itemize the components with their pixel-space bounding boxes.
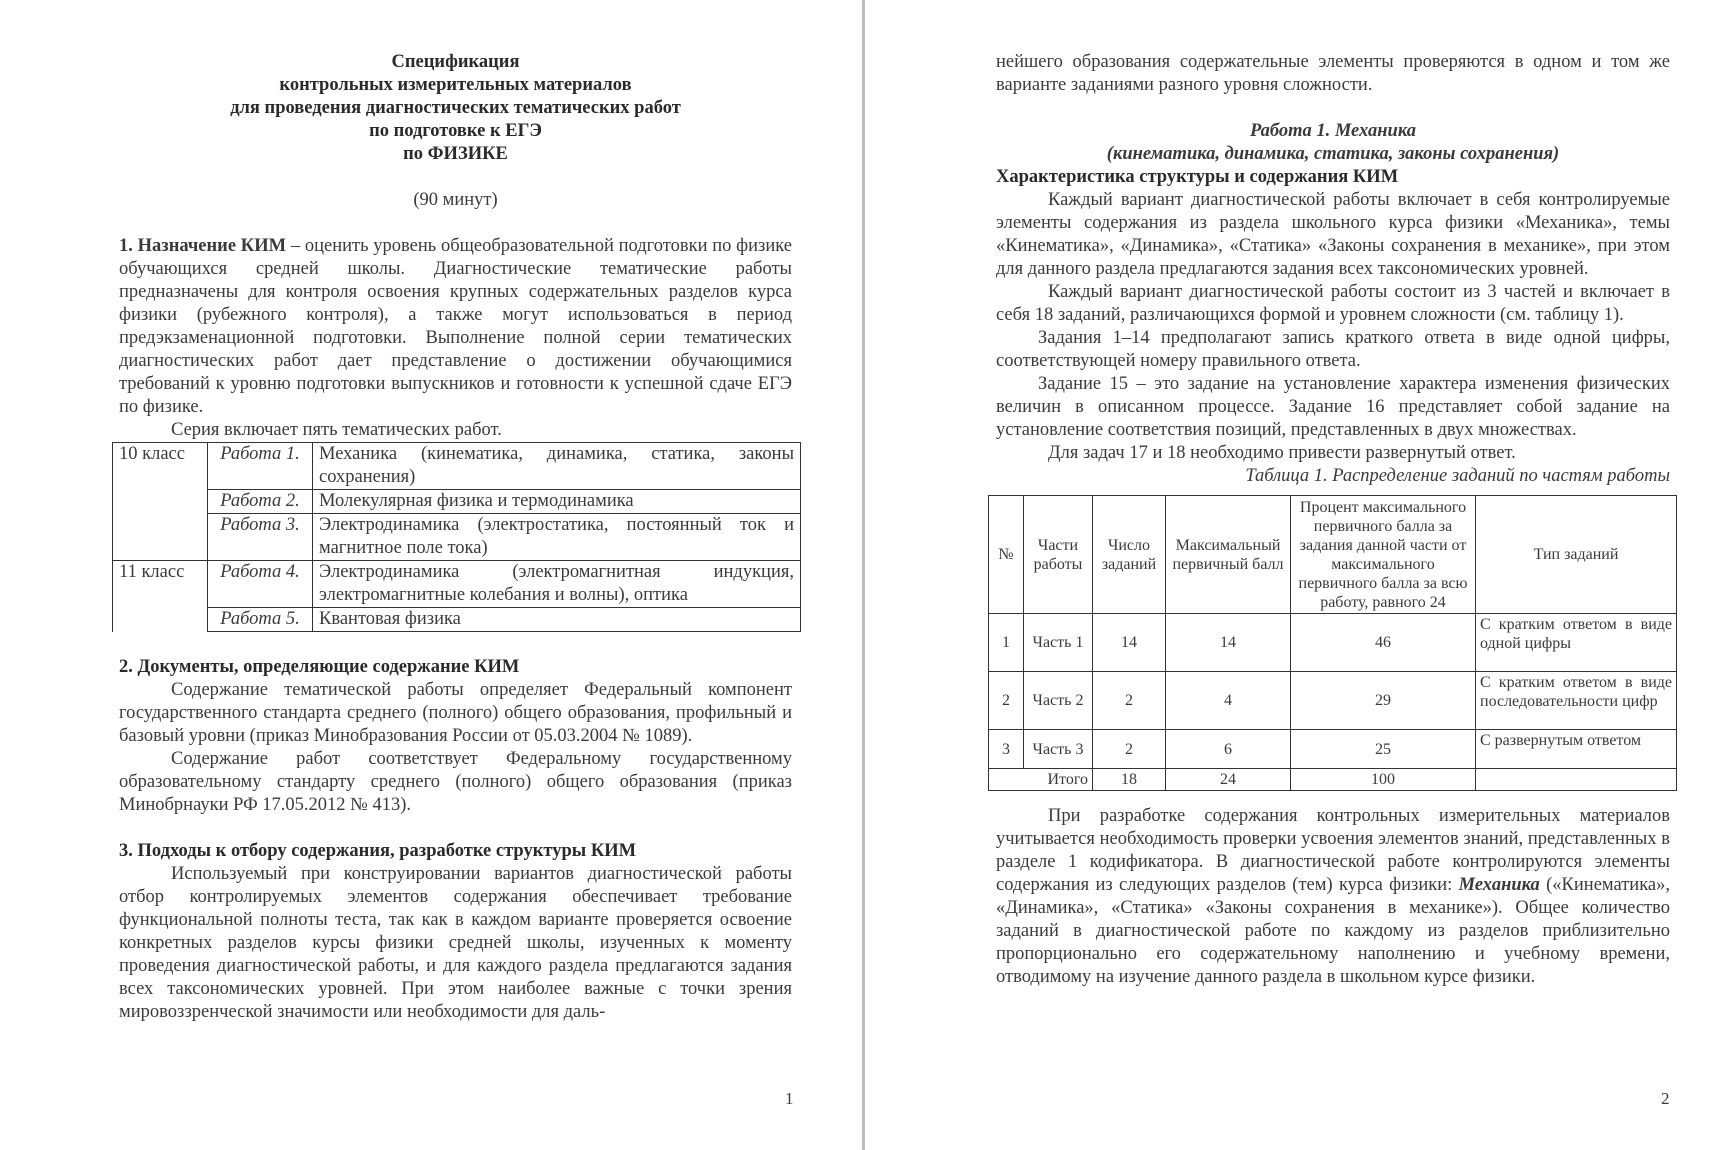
table-row: [113, 561, 801, 608]
paragraph-4: Задание 15 – это задание на установление характера изменения физических величин в описанном процессе. Задание 16 представляет собой задание на установление соответствия позиций, представленных в двух множествах.: [996, 374, 1670, 440]
title-line-2: контрольных измерительных материалов: [279, 75, 632, 95]
header-count: Число заданий: [1093, 496, 1166, 614]
series-intro: Серия включает пять тематических работ.: [171, 420, 502, 440]
cell-type: С кратким ответом в виде последовательности цифр: [1476, 672, 1677, 730]
grade-cell: [113, 490, 208, 514]
paragraph-6-end: («Кинематика», «Динамика», «Статика» «Законы сохранения в механике»). Общее количество заданий в диагностической работе по каждому из разделов приблизительно пропорционально его содержательному наполнению и учебному времени, отводимому на изучение данного раздела в школьном курсе физики.: [996, 875, 1671, 987]
grade-cell: 10 класс: [113, 443, 208, 490]
total-type: [1476, 769, 1677, 791]
table-row: [113, 514, 801, 561]
header-type: Тип заданий: [1476, 496, 1677, 614]
section-2-heading: 2. Документы, определяющие содержание КИМ: [119, 657, 520, 677]
grade-cell: [113, 514, 208, 561]
section-3-paragraph-1: Используемый при конструировании вариантов диагностической работы отбор контролируемых элементов содержания обеспечивает требование функциональной полноты теста, так как в каждом варианте проверяется освоение конкретных разделов курсы физики средней школы, изученных к моменту проведения диагностической работы, и для каждого раздела предлагаются задания всех таксономических уровней. При этом наиболее важные с точки зрения мировоззренческой значимости или необходимости для даль-: [119, 864, 792, 1022]
topic-cell: Механика (кинематика, динамика, статика, законы сохранения): [313, 443, 801, 490]
paragraph-3: Задания 1–14 предполагают запись краткого ответа в виде одной цифры, соответствующей номеру правильного ответа.: [996, 328, 1670, 371]
works-table: [112, 442, 801, 632]
header-max-score: Максимальный первичный балл: [1166, 496, 1291, 614]
work-cell: Работа 5.: [208, 608, 313, 632]
cell-number: 3: [989, 730, 1024, 769]
table-row: [113, 608, 801, 632]
section-1-text: – оценить уровень общеобразовательной подготовки по физике обучающихся средней школы. Диагностические тематические работы предназначены для контроля освоения крупных содержательных разделов курса физики (рубежного контроля), а также могут использоваться в период предэкзаменационной подготовки. Выполнение полной серии тематических диагностических работ дает представление о достижении обучающимися требований к уровню подготовки выпускников и готовности к успешной сдаче ЕГЭ по физике.: [119, 236, 793, 417]
topic-cell: Электродинамика (электростатика, постоянный ток и магнитное поле тока): [313, 514, 801, 561]
table-total-row: [989, 769, 1677, 791]
page-2-content: [996, 51, 1670, 989]
grade-cell: 11 класс: [113, 561, 208, 608]
cell-percent: 29: [1291, 672, 1476, 730]
paragraph-1: Каждый вариант диагностической работы включает в себя контролируемые элементы содержания из раздела школьного курса физики «Механика», темы «Кинематика», «Динамика», «Статика» «Законы сохранения в механике», при этом для данного раздела предлагаются задания всех таксономических уровней.: [996, 190, 1670, 279]
work-cell: Работа 4.: [208, 561, 313, 608]
total-max: 24: [1166, 769, 1291, 791]
cell-number: 2: [989, 672, 1024, 730]
table-caption: Таблица 1. Распределение заданий по частям работы: [1245, 466, 1670, 486]
paragraph-6-bold: Механика: [1458, 875, 1540, 895]
header-number: №: [989, 496, 1024, 614]
title-line-1: Спецификация: [391, 52, 520, 72]
header-parts: Части работы: [1024, 496, 1093, 614]
header-percent: Процент максимального первичного балла за задания данной части от максимального первичного балла за всю работу, равного 24: [1291, 496, 1476, 614]
table-header-row: [989, 496, 1677, 614]
paragraph-6: [996, 805, 1670, 989]
work-cell: Работа 1.: [208, 443, 313, 490]
cell-part: Часть 2: [1024, 672, 1093, 730]
paragraph-6-start: При разработке содержания контрольных измерительных материалов учитывается необходимость проверки усвоения элементов знаний, представленных в разделе 1 кодификатора. В диагностической работе контролируются элементы содержания из следующих разделов (тем) курса физики:: [996, 806, 1670, 895]
section-1-paragraph: [119, 235, 792, 419]
page-1: [0, 0, 862, 1150]
cell-count: 2: [1093, 730, 1166, 769]
total-count: 18: [1093, 769, 1166, 791]
table-row: [989, 614, 1677, 672]
cell-type: С развернутым ответом: [1476, 730, 1677, 769]
page-1-content: [119, 51, 792, 1024]
parts-table: [988, 495, 1677, 791]
total-label: Итого: [989, 769, 1093, 791]
cell-count: 14: [1093, 614, 1166, 672]
cell-max: 14: [1166, 614, 1291, 672]
work-title: Работа 1. Механика: [1250, 121, 1416, 141]
title-line-4: по подготовке к ЕГЭ: [369, 121, 542, 141]
title-line-3: для проведения диагностических тематических работ: [230, 98, 681, 118]
topic-cell: Квантовая физика: [313, 608, 801, 632]
section-3-heading: 3. Подходы к отбору содержания, разработке структуры КИМ: [119, 841, 637, 861]
page-number: 1: [785, 1089, 794, 1108]
duration: (90 минут): [413, 190, 498, 210]
section-2-paragraph-1: Содержание тематической работы определяет Федеральный компонент государственного стандарта среднего (полного) общего образования, профильный и базовый уровни (приказ Минобразования России от 05.03.2004 № 1089).: [119, 680, 792, 746]
cell-part: Часть 1: [1024, 614, 1093, 672]
work-cell: Работа 3.: [208, 514, 313, 561]
table-row: [113, 490, 801, 514]
continuation-paragraph: нейшего образования содержательные элементы проверяются в одном и том же варианте заданиями разного уровня сложности.: [996, 52, 1670, 95]
table-row: [989, 730, 1677, 769]
cell-count: 2: [1093, 672, 1166, 730]
section-2-paragraph-2: Содержание работ соответствует Федеральному государственному образовательному стандарту среднего (полного) общего образования (приказ Минобрнауки РФ 17.05.2012 № 413).: [119, 749, 792, 815]
work-subtitle: (кинематика, динамика, статика, законы сохранения): [1106, 144, 1560, 164]
table-row: [113, 443, 801, 490]
cell-percent: 46: [1291, 614, 1476, 672]
grade-cell: [113, 608, 208, 632]
topic-cell: Электродинамика (электромагнитная индукция, электромагнитные колебания и волны), оптика: [313, 561, 801, 608]
cell-max: 4: [1166, 672, 1291, 730]
page-divider: [862, 0, 865, 1150]
paragraph-5: Для задач 17 и 18 необходимо привести развернутый ответ.: [1048, 443, 1516, 463]
cell-number: 1: [989, 614, 1024, 672]
section-1-heading: 1. Назначение КИМ: [119, 236, 287, 256]
cell-part: Часть 3: [1024, 730, 1093, 769]
cell-percent: 25: [1291, 730, 1476, 769]
table-row: [989, 672, 1677, 730]
page-2: [866, 0, 1729, 1150]
cell-max: 6: [1166, 730, 1291, 769]
page-number: 2: [1661, 1089, 1670, 1108]
total-percent: 100: [1291, 769, 1476, 791]
work-cell: Работа 2.: [208, 490, 313, 514]
topic-cell: Молекулярная физика и термодинамика: [313, 490, 801, 514]
title-line-5: по ФИЗИКЕ: [403, 144, 508, 164]
structure-heading: Характеристика структуры и содержания КИМ: [996, 167, 1399, 187]
paragraph-2: Каждый вариант диагностической работы состоит из 3 частей и включает в себя 18 заданий, различающихся формой и уровнем сложности (см. таблицу 1).: [996, 282, 1670, 325]
document-title: [119, 51, 792, 166]
cell-type: С кратким ответом в виде одной цифры: [1476, 614, 1677, 672]
